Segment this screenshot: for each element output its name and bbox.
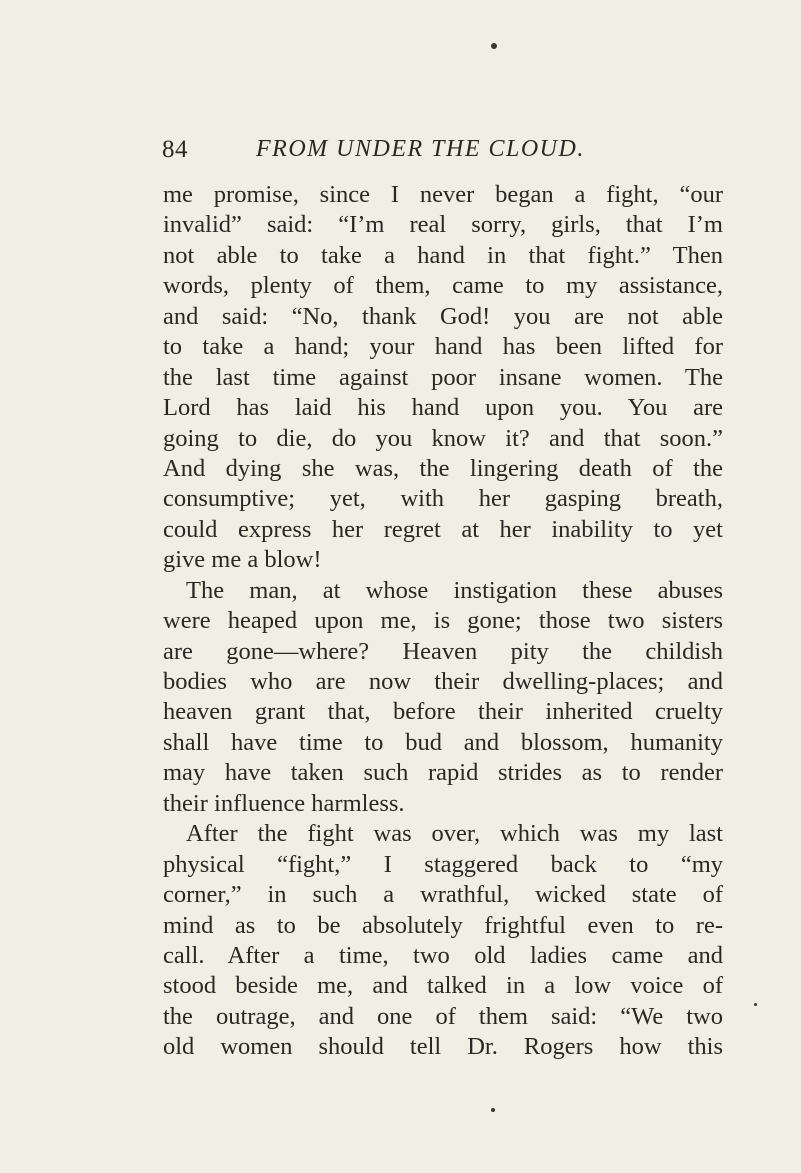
text-line: heaven grant that, before their inherited cruelty [163, 698, 723, 726]
text-line: corner,” in such a wrathful, wicked state of [163, 881, 723, 909]
text-line: old women should tell Dr. Rogers how this [163, 1033, 723, 1061]
text-line: The man, at whose instigation these abuses [186, 576, 723, 604]
text-line: After the fight was over, which was my last [186, 820, 723, 848]
ink-speck [491, 1108, 495, 1112]
text-line: call. After a time, two old ladies came and [163, 941, 723, 969]
text-line: physical “fight,” I staggered back to “my [163, 850, 723, 878]
page-number: 84 [162, 136, 188, 163]
text-line: Lord has laid his hand upon you. You are [163, 394, 723, 422]
text-line: shall have time to bud and blossom, humanity [163, 728, 723, 756]
text-line: are gone—where? Heaven pity the childish [163, 637, 723, 665]
text-line: consumptive; yet, with her gasping breath, [163, 485, 723, 513]
text-line: the outrage, and one of them said: “We two [163, 1002, 723, 1030]
text-line: and said: “No, thank God! you are not able [163, 302, 723, 330]
text-line: the last time against poor insane women. The [163, 363, 723, 391]
text-line: going to die, do you know it? and that soon.” [163, 424, 723, 452]
text-line: me promise, since I never began a fight, “our [163, 181, 723, 208]
text-line: not able to take a hand in that fight.” Then [163, 241, 723, 269]
text-line: And dying she was, the lingering death of the [163, 454, 723, 482]
text-line: words, plenty of them, came to my assistance, [163, 272, 723, 300]
ink-speck [491, 43, 497, 49]
text-line: mind as to be absolutely frightful even to re- [163, 911, 723, 939]
text-line: may have taken such rapid strides as to render [163, 759, 723, 787]
text-line: were heaped upon me, is gone; those two sisters [163, 607, 723, 635]
running-head: FROM UNDER THE CLOUD. [256, 136, 585, 162]
text-line: to take a hand; your hand has been lifted for [163, 333, 723, 361]
text-line: give me a blow! [163, 546, 322, 574]
text-line: could express her regret at her inability to yet [163, 515, 723, 543]
page-header [162, 136, 722, 168]
ink-speck [754, 1003, 757, 1006]
text-line: their influence harmless. [163, 789, 405, 817]
text-line: invalid” said: “I’m real sorry, girls, that I’m [163, 211, 723, 239]
text-line: bodies who are now their dwelling-places; and [163, 668, 723, 695]
body-text [163, 180, 723, 1063]
text-line: stood beside me, and talked in a low voice of [163, 972, 723, 1000]
